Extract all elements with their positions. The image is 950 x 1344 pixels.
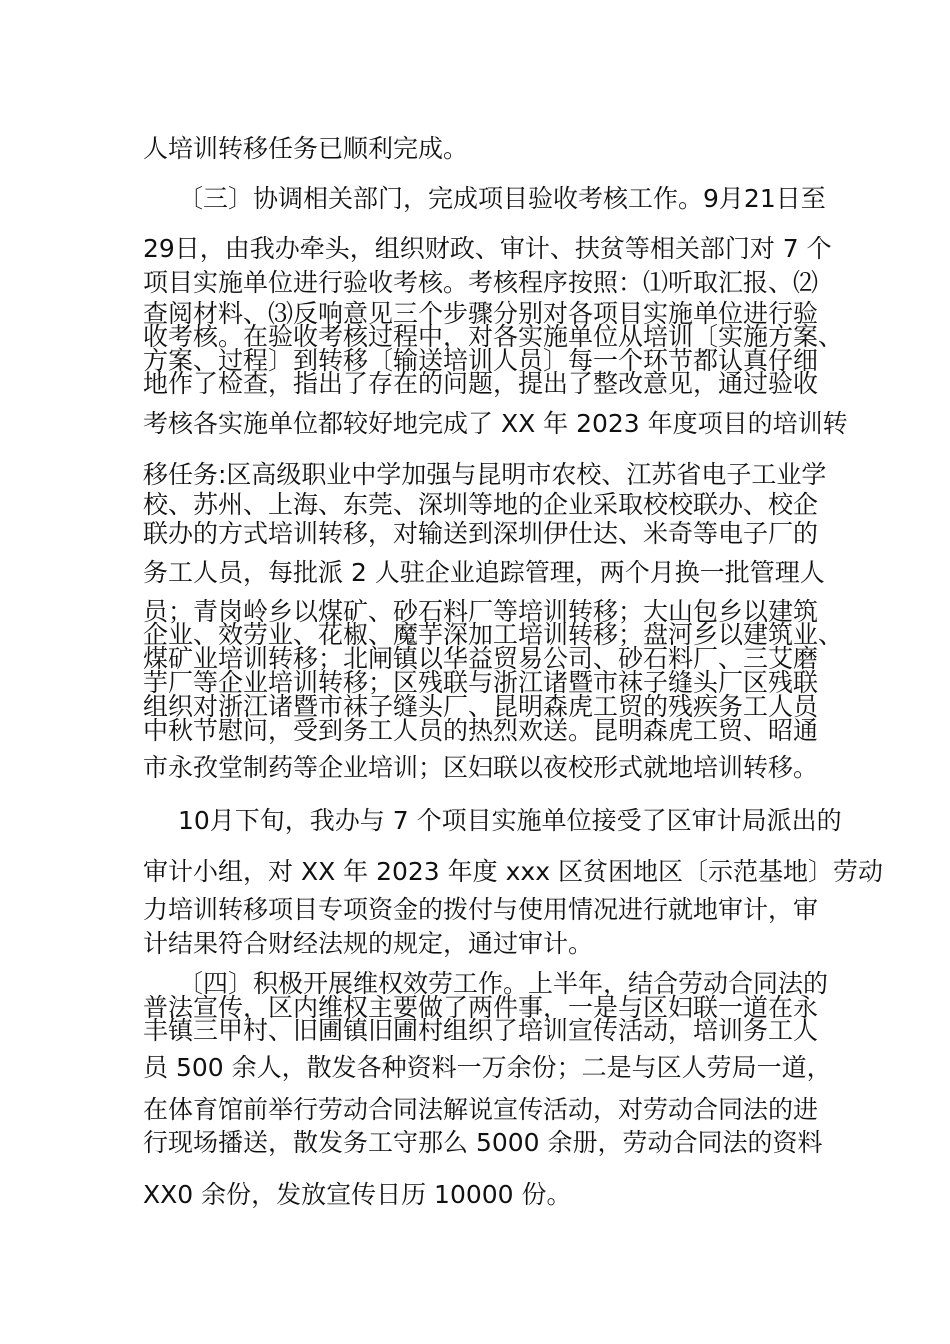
text-line: 行现场播送，散发务工守那么 5000 余册，劳动合同法的资料 [143, 1128, 823, 1157]
text-line: 方案、过程〕到转移〔输送培训人员〕每一个环节都认真仔细 [143, 346, 819, 375]
text-line: 移任务:区高级职业中学加强与昆明市农校、江苏省电子工业学 [143, 460, 827, 489]
text-line: 联办的方式培训转移，对输送到深圳伊仕达、米奇等电子厂的 [143, 519, 819, 548]
text-line: 中秋节慰问，受到务工人员的热烈欢送。昆明森虎工贸、昭通 [143, 716, 819, 745]
text-line: 丰镇三甲村、旧圃镇旧圃村组织了培训宣传活动，培训务工人 [143, 1016, 819, 1045]
text-line: 组织对浙江诸暨市袜子缝头厂、昆明森虎工贸的残疾务工人员 [143, 692, 819, 721]
text-line: 员；青岗岭乡以煤矿、砂石料厂等培训转移；大山包乡以建筑 [143, 597, 819, 626]
text-line: 力培训转移项目专项资金的拨付与使用情况进行就地审计，审 [143, 895, 819, 924]
text-line: 务工人员，每批派 2 人驻企业追踪管理，两个月换一批管理人 [143, 558, 825, 587]
text-line: 芋厂等企业培训转移；区残联与浙江诸暨市袜子缝头厂区残联 [143, 668, 819, 697]
text-line: 〔四〕积极开展维权效劳工作。上半年，结合劳动合同法的 [178, 969, 829, 998]
text-line: 人培训转移任务已顺利完成。 [143, 134, 469, 163]
text-line: 10月下旬，我办与 7 个项目实施单位接受了区审计局派出的 [178, 806, 842, 835]
text-line: 考核各实施单位都较好地完成了 XX 年 2023 年度项目的培训转 [143, 409, 848, 438]
text-line: 地作了检查，指出了存在的问题，提出了整改意见，通过验收 [143, 369, 819, 398]
text-line: 市永孜堂制药等企业培训；区妇联以夜校形式就地培训转移。 [143, 753, 819, 782]
text-line: 29日，由我办牵头，组织财政、审计、扶贫等相关部门对 7 个 [143, 234, 832, 263]
text-line: 企业、效劳业、花椒、魔芋深加工培训转移；盘河乡以建筑业、 [143, 620, 844, 649]
text-line: 收考核。在验收考核过程中，对各实施单位从培训〔实施方案、 [143, 322, 844, 351]
text-line: 在体育馆前举行劳动合同法解说宣传活动，对劳动合同法的进 [143, 1095, 819, 1124]
text-line: XX0 余份，发放宣传日历 10000 份。 [143, 1180, 572, 1209]
text-line: 员 500 余人，散发各种资料一万余份；二是与区人劳局一道， [143, 1053, 832, 1082]
text-line: 校、苏州、上海、东莞、深圳等地的企业采取校校联办、校企 [143, 490, 819, 519]
text-line: 项目实施单位进行验收考核。考核程序按照：⑴听取汇报、⑵ [143, 268, 819, 297]
text-line: 普法宣传，区内维权主要做了两件事，一是与区妇联一道在永 [143, 993, 819, 1022]
text-line: 计结果符合财经法规的规定，通过审计。 [143, 929, 594, 958]
text-line: 审计小组，对 XX 年 2023 年度 xxx 区贫困地区〔示范基地〕劳动 [143, 857, 883, 886]
text-line: 查阅材料、⑶反响意见三个步骤分别对各项目实施单位进行验 [143, 299, 819, 328]
text-line: 煤矿业培训转移；北闸镇以华益贸易公司、砂石料厂、三艾磨 [143, 644, 819, 673]
text-line: 〔三〕协调相关部门，完成项目验收考核工作。9月21日至 [178, 184, 826, 213]
